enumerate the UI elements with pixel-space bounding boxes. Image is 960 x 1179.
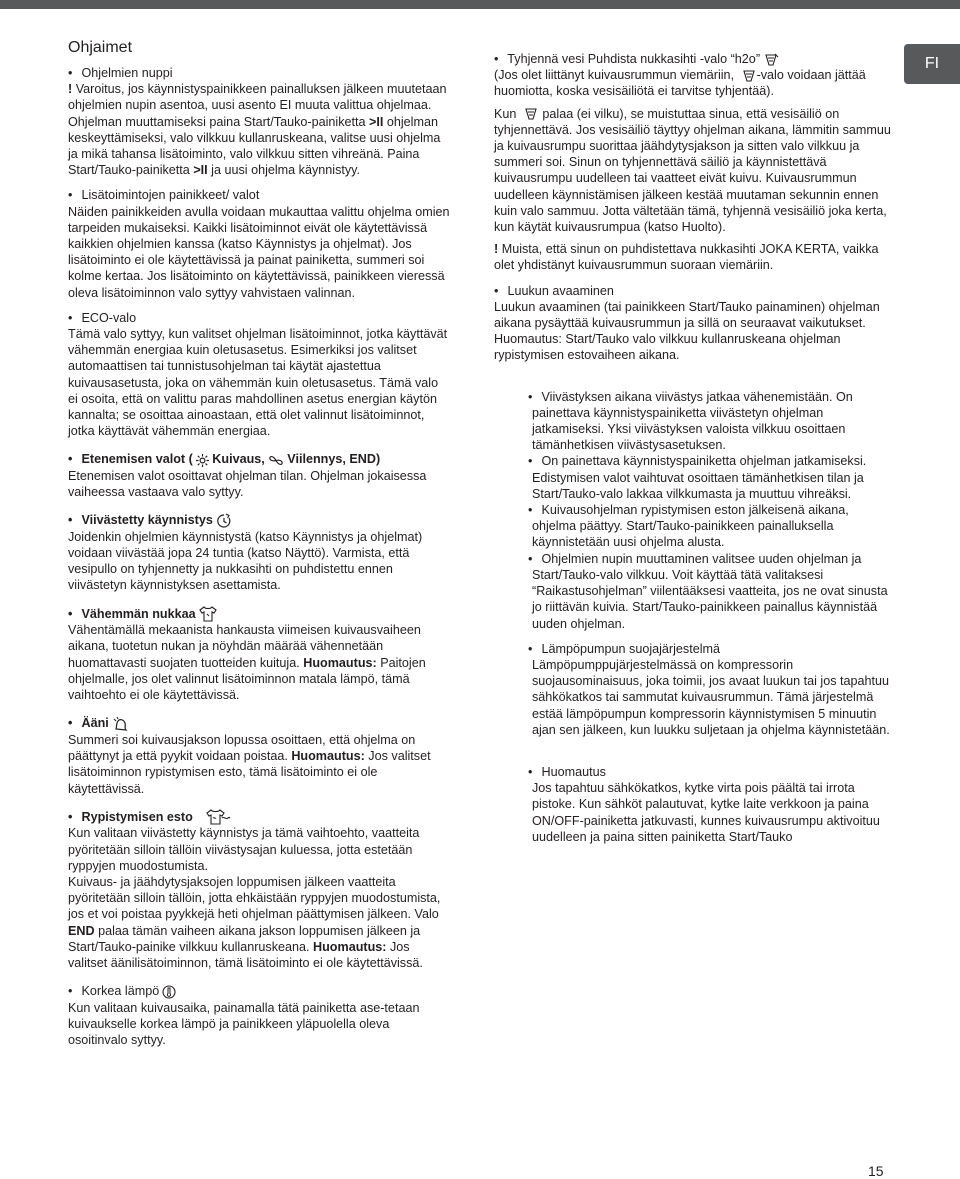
huomautus-title: • Huomautus xyxy=(528,764,606,779)
thermometer-icon xyxy=(162,984,176,1000)
nukkaa-body: Vähentämällä mekaanista hankausta viimeisen kuivausvaiheen aikana, tuotetun nukan ja nöyhdän määrää vähennetään huomattavasti suojaten tuotteiden kuituja. Huomautus: Paitojen ohjelmalle, jos olet valinnut lisätoiminnon matala lämpö, tämä vaihtoehto ei ole käytettävissä. xyxy=(68,623,426,703)
lisatoiminto-title: • Lisätoimintojen painikkeet/ valot xyxy=(68,188,260,203)
lint-filter-icon xyxy=(523,107,539,121)
korkea-body: Kun valitaan kuivausaika, painamalla tätä painiketta ase-tetaan kuivaukselle korkea lämpö ja painikkeen yläpuolella oleva osoitinvalo syttyy. xyxy=(68,1000,420,1048)
eco-title: • ECO-valo xyxy=(68,310,137,325)
nuppi-title: • Ohjelmien nuppi xyxy=(68,66,173,80)
shirt-icon xyxy=(199,606,217,622)
section-heading: Ohjaimet xyxy=(68,39,133,56)
eco-body: Tämä valo syttyy, kun valitset ohjelman lisätoiminnot, jotka käyttävät vähemmän energiaa kuin oletusasetus. Esimerkiksi jos valitset automaattisen tai tunnistusohjelman tai käytät ajastettua kuivausasetusta, joka on vähemmän kuin oletusasetus. Tämä valo ei osoita, että on valittu paras mahdollinen asetus energian käytön kannalta; se osoittaa ainoastaan, että olet valinnut lisätoiminnot, jotka käyttävät vähemmän energiaa. xyxy=(68,327,448,439)
tyhjenna-title: • Tyhjennä vesi Puhdista nukkasihti -valo “h2o” xyxy=(494,51,894,67)
left-column xyxy=(68,38,450,1049)
luukku-effect-3: • Kuivausohjelman rypistymisen eston jälkeisenä aikana, ohjelma päättyy. Start/Tauko-painikkeen painalluksella käynnistetään uusi ohjelma alusta. xyxy=(528,503,849,550)
rypistys-body2: Kuivaus- ja jäähdytysjaksojen loppumisen jälkeen vaatteita pyöritetään silloin tällöin, jotta ehkäistään ryppyjen muodostumista, jos et voi poistaa pyykkejä heti ohjelman päättymisen jälkeen. Valo END palaa tämän vaiheen aikana jakson loppumisen jälkeen ja Start/Tauko-painike vilkkuu kullanruskeana. Huomautus: Jos valitset äänilisätoiminnon, tämä lisätoiminto ei ole käytettävissä. xyxy=(68,875,441,971)
fan-icon xyxy=(268,454,284,467)
lint-filter-icon xyxy=(763,53,779,67)
huomautus-body: Jos tapahtuu sähkökatkos, kytke virta pois päältä tai irrota pistoke. Kun sähköt palautuvat, kytke laite verkkoon ja paina ON/OFF-painiketta jatkuvasti, kunnes kuivausrumpu aktivoituu uudelleen ja paina sitten painiketta Start/Tauko xyxy=(532,781,880,844)
nuppi-warning: ! Varoitus, jos käynnistyspainikkeen painalluksen jälkeen muutetaan ohjelmien nupin asentoa, uusi asento EI muuta valittua ohjelmaa. xyxy=(68,82,447,113)
tyhjenna-reminder: ! Muista, että sinun on puhdistettava nukkasihti JOKA KERTA, vaikka olet yhdistänyt kuivausrummun suoraan viemäriin. xyxy=(494,242,879,273)
page-number: 15 xyxy=(868,1163,884,1179)
aani-title: • Ääni xyxy=(68,715,450,732)
lampopumppu-title: • Lämpöpumpun suojajärjestelmä xyxy=(528,641,721,656)
nukkaa-title: • Vähemmän nukkaa xyxy=(68,606,450,623)
top-bar xyxy=(0,0,960,9)
anti-crease-icon xyxy=(205,809,231,825)
language-tab: FI xyxy=(904,44,960,84)
eteneminen-body: Etenemisen valot osoittavat ohjelman tilan. Ohjelman jokaisessa vaiheessa vastaava valo syttyy. xyxy=(68,468,427,499)
lisatoiminto-body: Näiden painikkeiden avulla voidaan mukauttaa valittu ohjelma omien tarpeiden mukaiseksi. Kaikki lisätoiminnot eivät ole käytettävissä kaikkien ohjelmien kanssa (katso Käynnistys ja ohjelmat). Jos lisätoiminto ei ole käytettävissä ja painat painiketta, summeri soi kolme kertaa. Jos lisätoiminto on käytettävissä, painikkeen vieressä oleva lisätoiminnon valo syttyy vahvistaen valinnan. xyxy=(68,204,450,300)
right-column xyxy=(494,51,894,845)
luukku-effect-2: • On painettava käynnistyspainiketta ohjelman jatkamiseksi. Edistymisen valot vaihtuvat osoittaen tämänhetkisen tilan ja Start/Tauko-valo lakkaa vilkkumasta ja muuttuu vihreäksi. xyxy=(528,454,867,501)
aani-body: Summeri soi kuivausjakson lopussa osoittaen, että ohjelma on päättynyt ja että pyykit voidaan poistaa. Huomautus: Jos valitset lisätoiminnon rypistymisen esto, tämä lisätoiminto ei ole käytettävissä. xyxy=(68,732,431,796)
luukku-body2: Huomautus: Start/Tauko valo vilkkuu kullanruskeana ohjelman rypistymisen estovaiheen aikana. xyxy=(494,332,841,363)
viivastys-title: • Viivästetty käynnistys xyxy=(68,512,450,529)
sun-icon xyxy=(196,454,209,467)
tyhjenna-body2: Kun palaa (ei vilku), se muistuttaa sinua, että vesisäiliö on tyhjennettävä. Jos vesisäiliö täyttyy ohjelman aikana, lämmitin sammuu ja kuivausrumpu suorittaa jäähdytysjakson ja sitten valo vilkkuu ja summeri soi. Sinun on tyhjennettävä säiliö ja käynnistettävä kuivausrumpu uudelleen tai vaatteet eivät kuivu. Kuivausrummun uudelleen käynnistämisen jälkeen kestää muutaman sekunnin ennen kuin valo sammuu. Jotta vältetään tämä, tyhjennä vesisäiliö joka kerta, kun käytät kuivausrumpua (katso Huolto). xyxy=(494,106,891,235)
rypistys-body1: Kun valitaan viivästetty käynnistys ja tämä vaihtoehto, vaatteita pyöritetään silloin tällöin viivästysajan kuluessa, jotta estetään ryppyjen muodostumista. xyxy=(68,826,420,873)
eteneminen-title: • Etenemisen valot ( Kuivaus, Viilennys, END) xyxy=(68,452,381,467)
luukku-title: • Luukun avaaminen xyxy=(494,283,614,298)
lampopumppu-body: Lämpöpumppujärjestelmässä on kompressorin suojausominaisuus, joka toimii, jos avaat luukun tai jos tapahtuu sähkökatkos tai sammutat kuivausrummun. Tämä järjestelmä estää lämpöpumpun kompressorin käynnistymisen 5 minuutin ajan sen jälkeen, kun luukku suljetaan ja ohjelma käynnistetään. xyxy=(532,657,890,737)
viivastys-body: Joidenkin ohjelmien käynnistystä (katso Käynnistys ja ohjelmat) voidaan viivästää jopa 24 tuntia (katso Näyttö). Varmista, että vesipullo on tyhjennetty ja nukkasihti on puhdistettu ennen viivästetyn käynnistyksen asettamista. xyxy=(68,529,423,593)
start-pause-symbol: >II xyxy=(369,114,384,129)
luukku-effect-1: • Viivästyksen aikana viivästys jatkaa vähenemistään. On painettava käynnistyspainiketta viivästetyn ohjelman jatkamiseksi. Yksi viivästyksen valoista vilkkuu osoittaen tämänhetkisen viivästysasetuksen. xyxy=(528,389,853,453)
luukku-effect-4: • Ohjelmien nupin muuttaminen valitsee uuden ohjelman ja Start/Tauko-valo vilkkuu. Voit käyttää tätä valitaksesi “Raikastusohjelman” viilentääksesi vaatteita, jos ne ovat sinusta jo riittävän kuivia. Start/Tauko-painikkeen painallus käynnistää uuden ohjelman. xyxy=(528,551,888,631)
korkea-title: • Korkea lämpö xyxy=(68,983,450,1000)
nuppi-change: Ohjelman muuttamiseksi paina Start/Tauko-painiketta >II ohjelman keskeyttämiseksi, valo vilkkuu kullanruskeana, valitse uusi ohjelma ja mikä tahansa lisätoiminto, valo vilkkuu sitten vihreänä. Paina Start/Tauko-painiketta >II ja uusi ohjelma käynnistyy. xyxy=(68,114,441,178)
lint-filter-icon xyxy=(741,69,757,83)
start-pause-symbol: >II xyxy=(193,163,208,178)
luukku-body1: Luukun avaaminen (tai painikkeen Start/Tauko painaminen) ohjelman aikana pysäyttää kuivausrummun ja sillä on seuraavat vaikutukset. xyxy=(494,299,880,331)
tyhjenna-body1: (Jos olet liittänyt kuivausrummun viemäriin, -valo voidaan jättää huomiotta, koska vesisäiliötä ei tarvitse tyhjentää). xyxy=(494,68,866,99)
bell-icon xyxy=(112,716,128,732)
rypistys-title: • Rypistymisen esto xyxy=(68,809,450,826)
clock-icon xyxy=(216,513,232,529)
